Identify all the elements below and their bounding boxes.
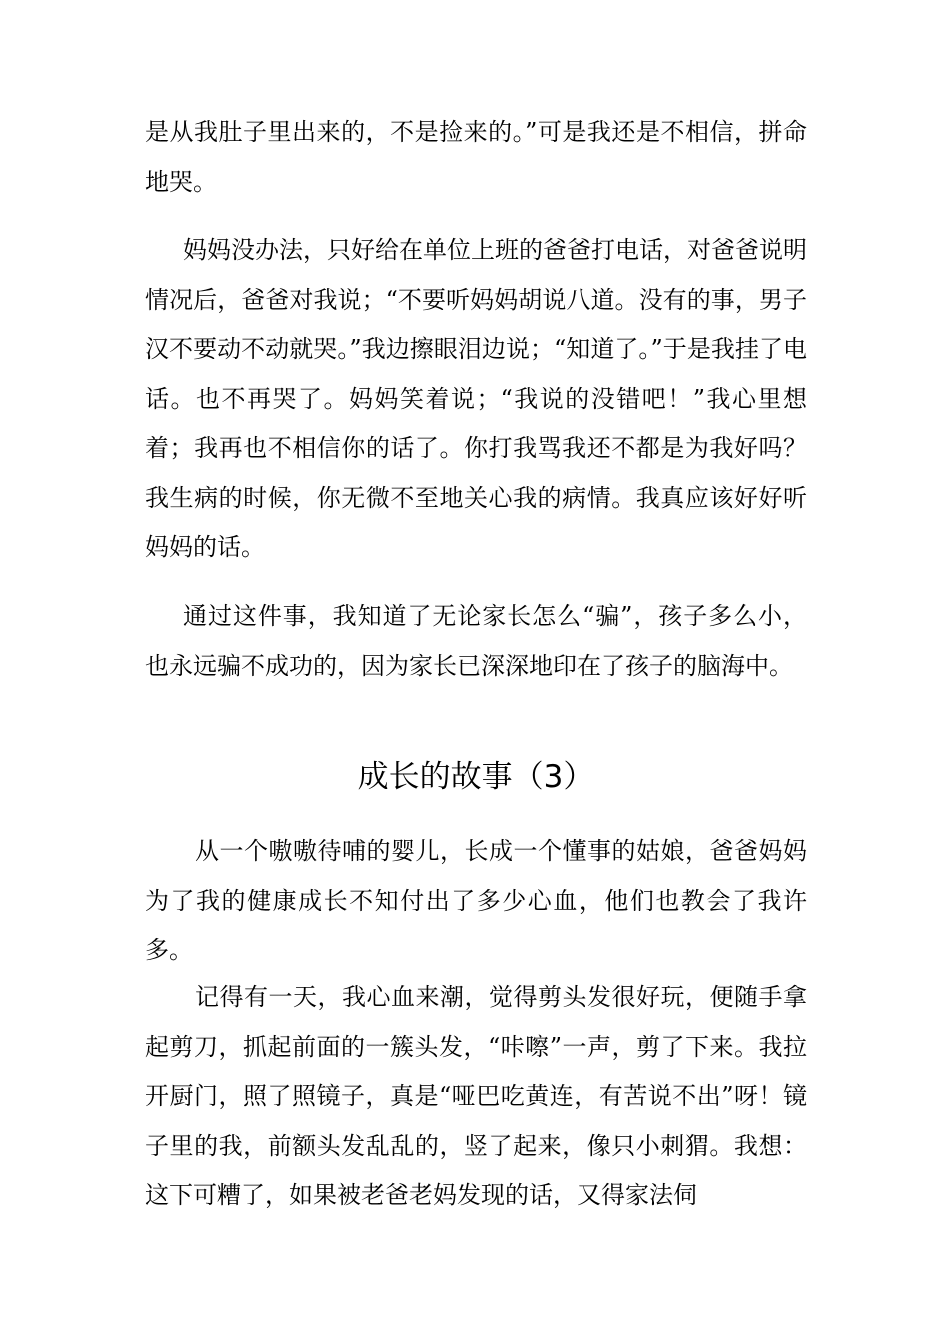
paragraph-intro: 从一个嗷嗷待哺的婴儿，长成一个懂事的姑娘，爸爸妈妈为了我的健康成长不知付出了多少心血，他们也教会了我许多。 [145, 837, 807, 964]
paragraph-continuation: 是从我肚子里出来的，不是捡来的。”可是我还是不相信，拼命地哭。 [145, 118, 807, 196]
paragraph-conclusion: 通过这件事，我知道了无论家长怎么“骗”，孩子多么小，也永远骗不成功的，因为家长已深深地印在了孩子的脑海中。 [145, 602, 807, 680]
section-title: 成长的故事（3） [357, 759, 595, 795]
paragraph-phone-call: 妈妈没办法，只好给在单位上班的爸爸打电话，对爸爸说明情况后，爸爸对我说；“不要听妈妈胡说八道。没有的事，男子汉不要动不动就哭。”我边擦眼泪边说；“知道了。”于是我挂了电话。也不再哭了。妈妈笑着说；“我说的没错吧！”我心里想着；我再也不相信你的话了。你打我骂我还不都是为我好吗？我生病的时候，你无微不至地关心我的病情。我真应该好好听妈妈的话。 [145, 236, 807, 561]
paragraph-haircut: 记得有一天，我心血来潮，觉得剪头发很好玩，便随手拿起剪刀，抓起前面的一簇头发，“咔嚓”一声，剪了下来。我拉开厨门，照了照镜子，真是“哑巴吃黄连，有苦说不出”呀！镜子里的我，前额头发乱乱的，竖了起来，像只小刺猬。我想：这下可糟了，如果被老爸老妈发现的话，又得家法伺 [145, 983, 807, 1209]
